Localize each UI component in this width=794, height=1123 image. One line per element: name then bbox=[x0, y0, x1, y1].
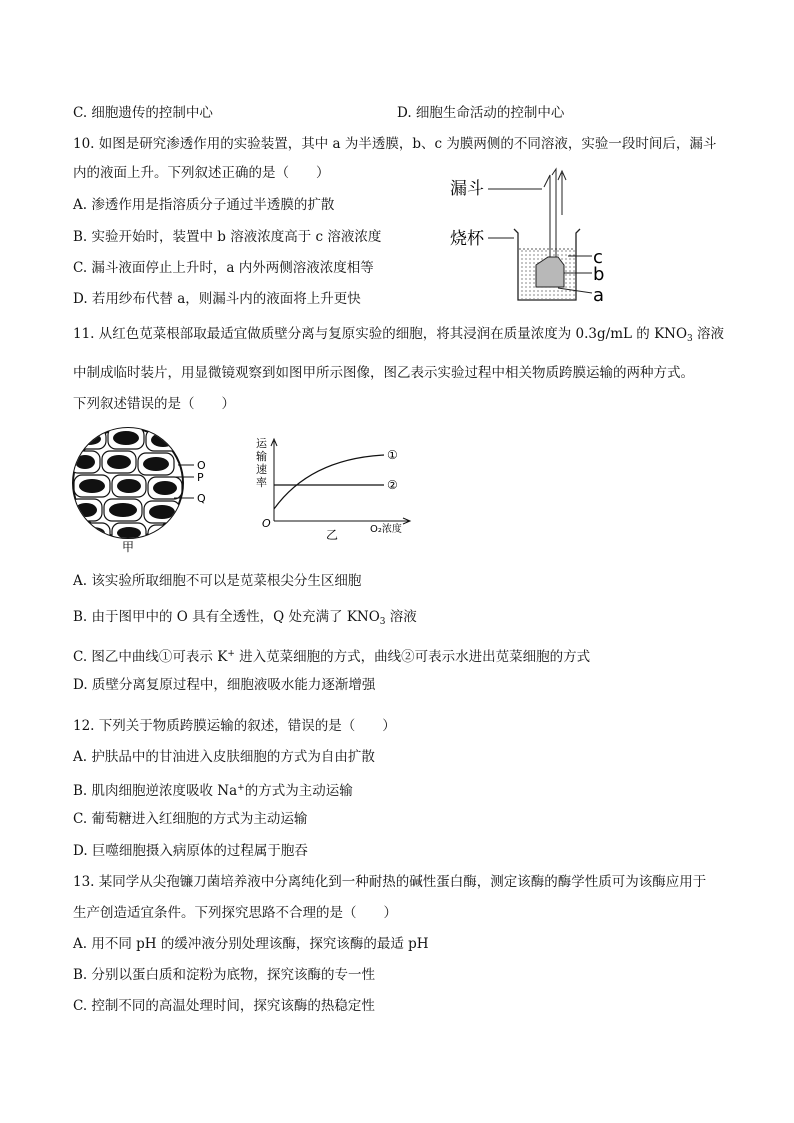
q11-option-c bbox=[73, 645, 590, 666]
beaker-label: 烧杯 bbox=[450, 229, 484, 249]
label-a: a bbox=[593, 285, 605, 306]
q10-stem-line1: 10. 如图是研究渗透作用的实验装置，其中 a 为半透膜，b、c 为膜两侧的不同溶液，实验一段时间后，漏斗 bbox=[73, 136, 717, 152]
q11-stem-sub: 3 bbox=[687, 334, 693, 344]
q11-fig-jia bbox=[70, 425, 220, 555]
q12-option-b-pre: B. 肌肉细胞逆浓度吸收 Na bbox=[73, 783, 238, 799]
q9-option-d: D. 细胞生命活动的控制中心 bbox=[397, 105, 565, 121]
q11-stem-line1 bbox=[73, 325, 724, 348]
q13-option-a: A. 用不同 pH 的缓冲液分别处理该酶，探究该酶的最适 pH bbox=[73, 936, 429, 952]
q11-option-d: D. 质壁分离复原过程中，细胞液吸水能力逐渐增强 bbox=[73, 677, 376, 693]
label-p: P bbox=[197, 471, 204, 484]
q11-fig-yi bbox=[250, 435, 420, 545]
q11-stem-line2: 中制成临时装片，用显微镜观察到如图甲所示图像，图乙表示实验过程中相关物质跨膜运输的两种方式。 bbox=[73, 365, 694, 381]
ylabel-char-4: 率 bbox=[256, 476, 267, 489]
q12-option-b-sup: + bbox=[237, 783, 245, 793]
curve-1 bbox=[274, 455, 384, 509]
curve-1-label: ① bbox=[387, 448, 398, 462]
q12-option-a: A. 护肤品中的甘油进入皮肤细胞的方式为自由扩散 bbox=[73, 749, 375, 765]
q11-option-c-sup: + bbox=[227, 649, 235, 659]
q10-osmosis-figure bbox=[440, 165, 620, 310]
origin-label: O bbox=[262, 517, 271, 530]
q10-option-a: A. 渗透作用是指溶质分子通过半透膜的扩散 bbox=[73, 197, 335, 213]
q10-stem-line2: 内的液面上升。下列叙述正确的是（ ） bbox=[73, 165, 330, 181]
q11-stem-chem: KNO bbox=[654, 326, 688, 342]
ylabel-char-1: 运 bbox=[256, 437, 267, 450]
q12-option-d: D. 巨噬细胞摄入病原体的过程属于胞吞 bbox=[73, 843, 308, 859]
label-q: Q bbox=[197, 492, 206, 505]
fig-yi-caption: 乙 bbox=[326, 528, 339, 542]
q11-option-b bbox=[73, 608, 417, 631]
label-c: c bbox=[593, 247, 603, 268]
q11-option-b-pre: B. 由于图甲中的 O 具有全透性，Q 处充满了 bbox=[73, 609, 347, 625]
q11-option-c-pre: C. 图乙中曲线①可表示 K bbox=[73, 649, 228, 665]
q11-option-b-chem: KNO bbox=[346, 609, 380, 625]
label-o: O bbox=[197, 459, 206, 472]
q10-option-c: C. 漏斗液面停止上升时，a 内外两侧溶液浓度相等 bbox=[73, 260, 374, 276]
q11-option-b-sub: 3 bbox=[379, 617, 386, 627]
q12-option-b-post: 的方式为主动运输 bbox=[244, 783, 353, 799]
q11-stem-post: 溶液 bbox=[692, 326, 725, 342]
q11-option-c-post: 进入苋菜细胞的方式，曲线②可表示水进出苋菜细胞的方式 bbox=[234, 649, 591, 665]
q10-option-b: B. 实验开始时，装置中 b 溶液浓度高于 c 溶液浓度 bbox=[73, 229, 382, 245]
funnel-label: 漏斗 bbox=[450, 179, 484, 199]
q11-option-a: A. 该实验所取细胞不可以是苋菜根尖分生区细胞 bbox=[73, 573, 362, 589]
q12-option-c: C. 葡萄糖进入红细胞的方式为主动运输 bbox=[73, 811, 308, 827]
q12-option-b bbox=[73, 779, 353, 800]
fig-jia-caption: 甲 bbox=[122, 540, 135, 554]
q9-option-c: C. 细胞遗传的控制中心 bbox=[73, 105, 213, 121]
q11-option-b-post: 溶液 bbox=[385, 609, 417, 625]
q10-option-d: D. 若用纱布代替 a，则漏斗内的液面将上升更快 bbox=[73, 291, 361, 307]
curve-2-label: ② bbox=[387, 478, 398, 492]
ylabel-char-2: 输 bbox=[256, 450, 267, 463]
funnel-tube-left bbox=[544, 175, 550, 260]
q13-option-b: B. 分别以蛋白质和淀粉为底物，探究该酶的专一性 bbox=[73, 967, 376, 983]
q12-stem: 12. 下列关于物质跨膜运输的叙述，错误的是（ ） bbox=[73, 718, 396, 734]
funnel-tube-right bbox=[552, 169, 556, 260]
ylabel-char-3: 速 bbox=[256, 463, 267, 476]
q11-stem-line3: 下列叙述错误的是（ ） bbox=[73, 396, 235, 412]
q13-option-c: C. 控制不同的高温处理时间，探究该酶的热稳定性 bbox=[73, 998, 375, 1014]
q11-stem-pre: 11. 从红色苋菜根部取最适宜做质壁分离与复原实验的细胞，将其浸润在质量浓度为 0.3g/mL 的 bbox=[73, 326, 655, 342]
q13-stem-line1: 13. 某同学从尖孢镰刀菌培养液中分离纯化到一种耐热的碱性蛋白酶，测定该酶的酶学性质可为该酶应用于 bbox=[73, 874, 707, 890]
xlabel: O₂浓度 bbox=[370, 524, 402, 535]
label-b: b bbox=[593, 264, 605, 285]
q13-stem-line2: 生产创造适宜条件。下列探究思路不合理的是（ ） bbox=[73, 905, 397, 921]
